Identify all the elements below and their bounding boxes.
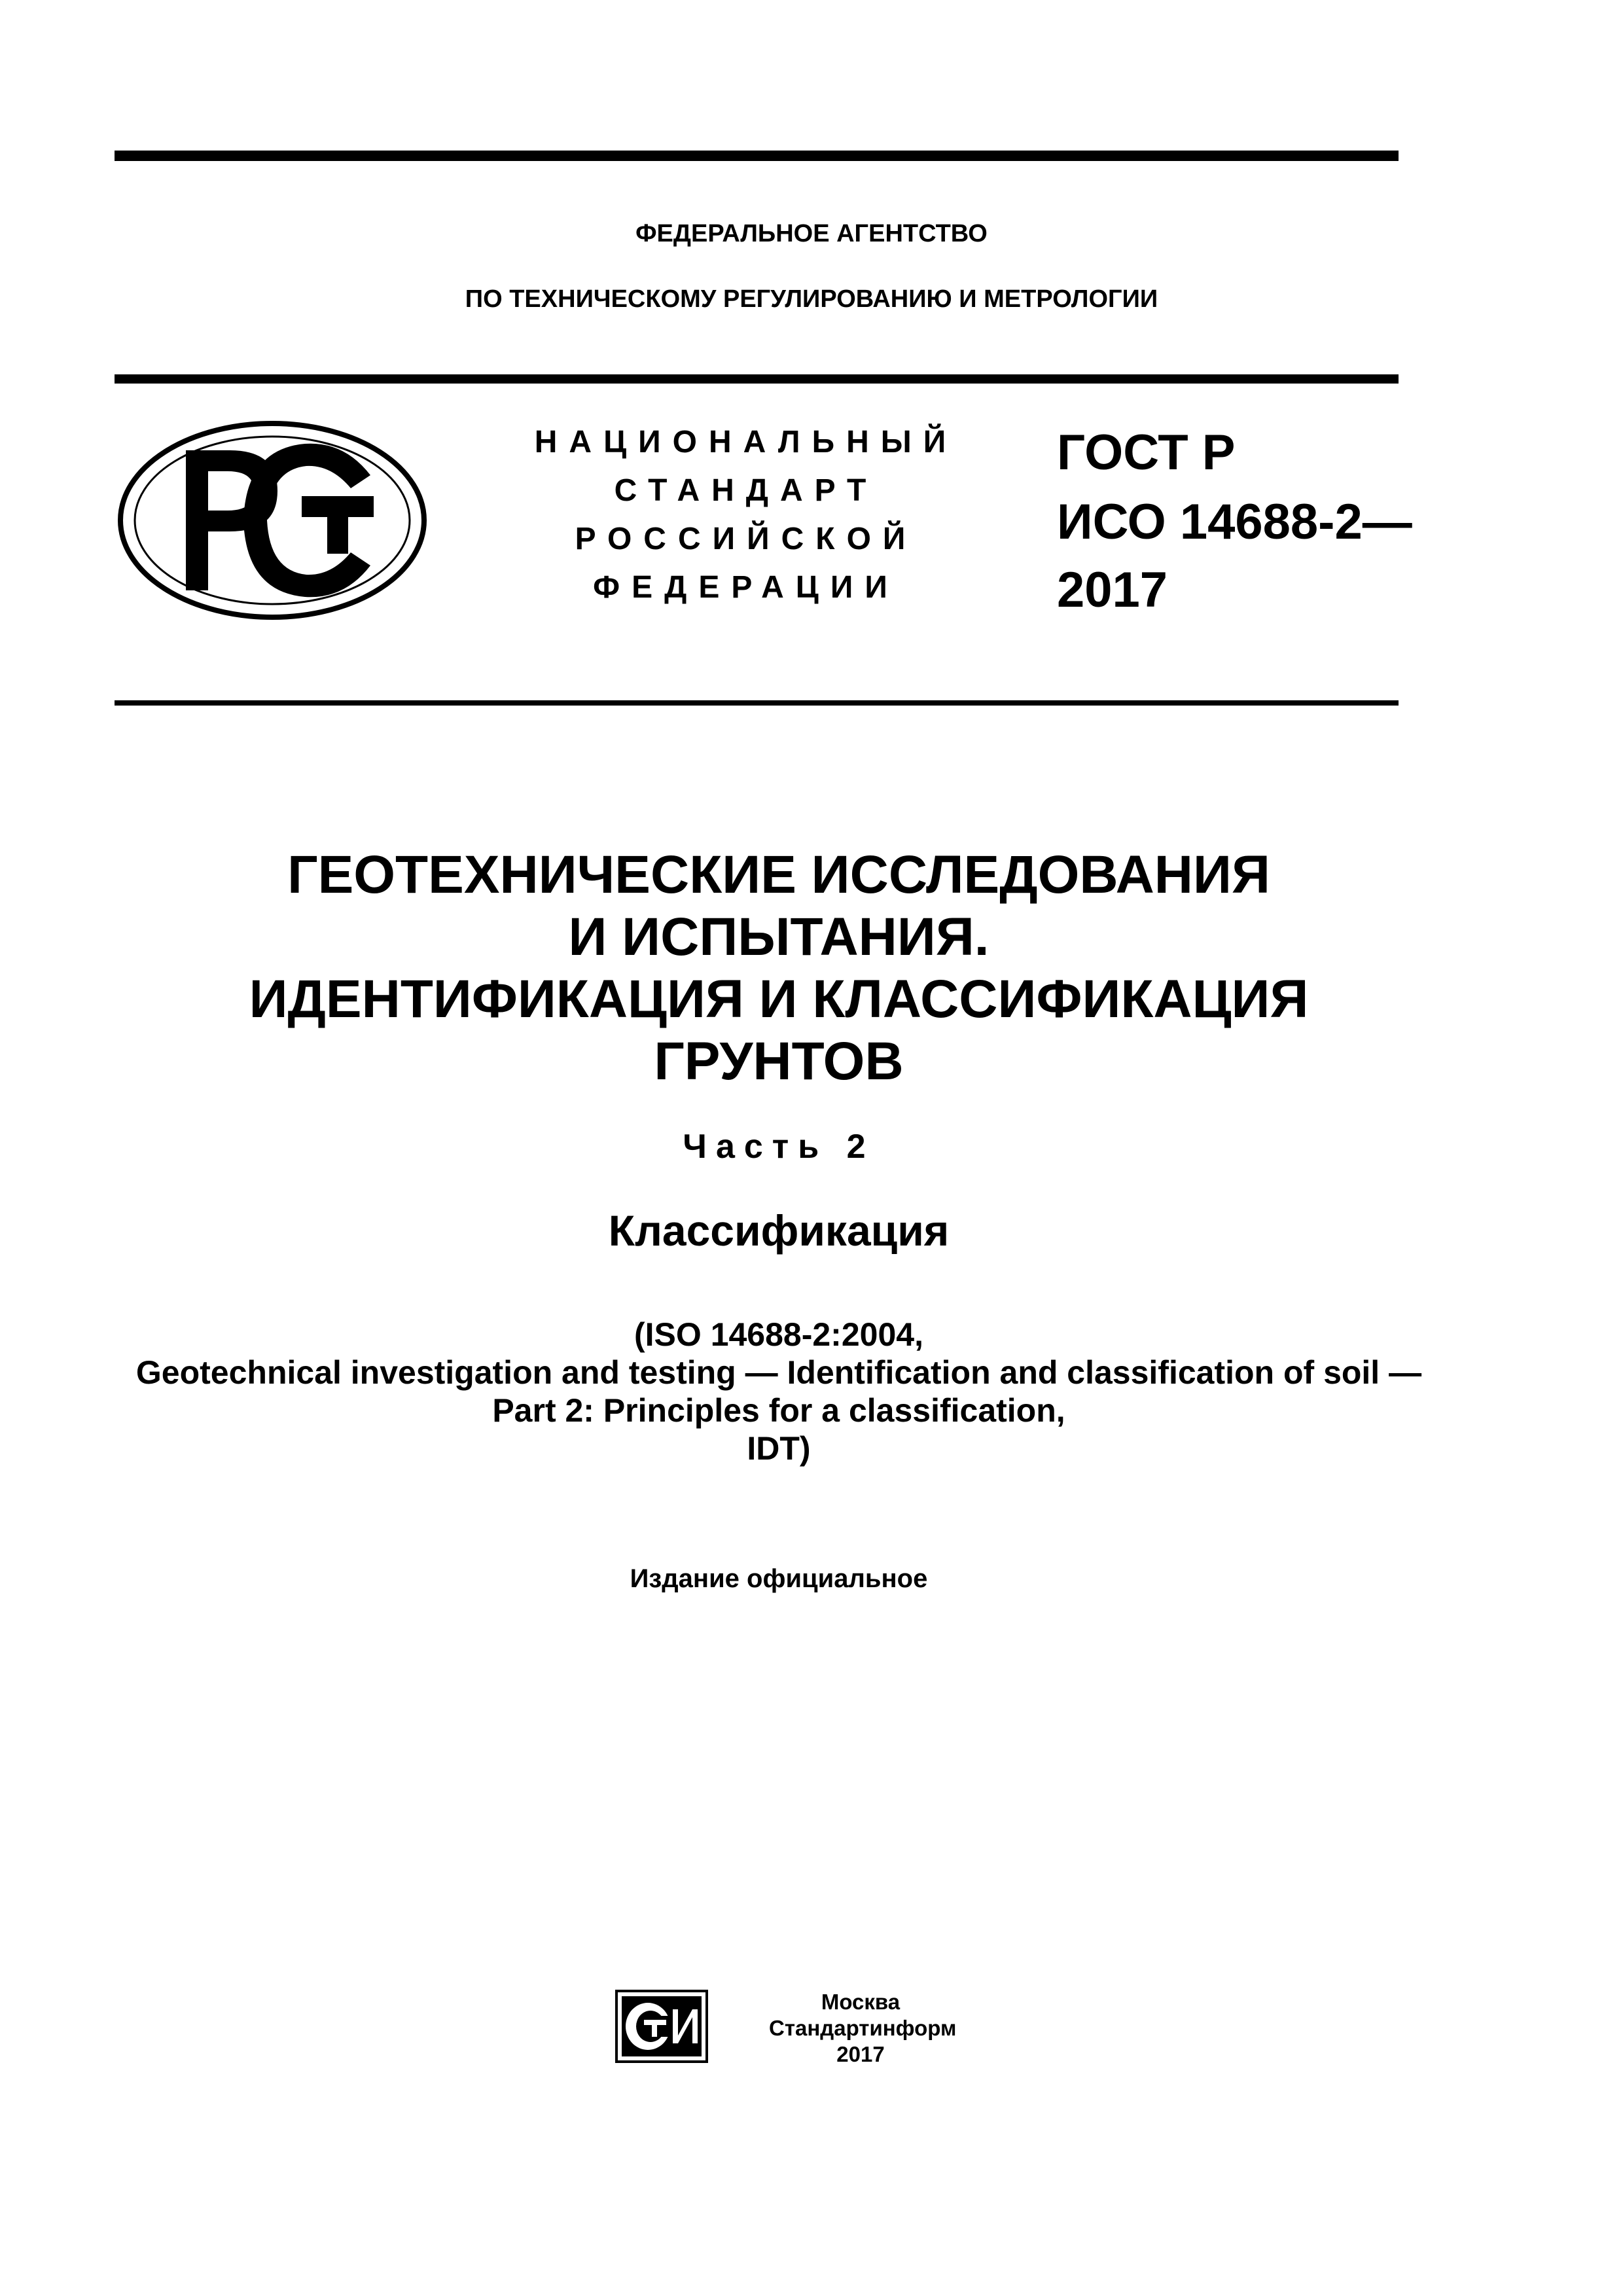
standartinform-logo-icon	[615, 1990, 708, 2063]
title-line-3: ИДЕНТИФИКАЦИЯ И КЛАССИФИКАЦИЯ	[249, 969, 1309, 1029]
standard-type-line-2: СТАНДАРТ	[614, 473, 878, 508]
designation-line-3: 2017	[1057, 562, 1168, 618]
standard-type-line-3: РОССИЙСКОЙ	[575, 522, 918, 556]
publisher-name: Стандартинформ	[769, 2016, 957, 2040]
publisher-year: 2017	[836, 2042, 885, 2066]
title-line-2: И ИСПЫТАНИЯ.	[568, 907, 990, 967]
iso-reference-line-1: (ISO 14688-2:2004,	[634, 1316, 923, 1353]
publisher-city: Москва	[821, 1990, 901, 2014]
agency-rule	[115, 374, 1399, 384]
iso-reference-line-4: IDT)	[747, 1430, 811, 1467]
agency-line-1: ФЕДЕРАЛЬНОЕ АГЕНТСТВО	[635, 220, 988, 247]
standard-type-line-4: ФЕДЕРАЦИИ	[593, 570, 899, 605]
top-rule	[115, 151, 1399, 161]
designation-line-2: ИСО 14688-2—	[1057, 494, 1412, 550]
designation-line-1: ГОСТ Р	[1057, 425, 1236, 480]
edition-label: Издание официальное	[630, 1564, 928, 1593]
title-line-1: ГЕОТЕХНИЧЕСКИЕ ИССЛЕДОВАНИЯ	[287, 845, 1270, 905]
agency-line-2: ПО ТЕХНИЧЕСКОМУ РЕГУЛИРОВАНИЮ И МЕТРОЛОГИИ	[465, 285, 1158, 313]
rst-conformity-mark-icon	[115, 419, 429, 622]
title-line-4: ГРУНТОВ	[654, 1031, 904, 1091]
standard-type-line-1: НАЦИОНАЛЬНЫЙ	[534, 425, 958, 459]
part-number: Часть 2	[683, 1128, 875, 1166]
header-rule	[115, 700, 1399, 706]
iso-reference-line-2: Geotechnical investigation and testing — Identification and classification of soil —	[135, 1354, 1422, 1391]
subtitle: Классификация	[608, 1206, 950, 1255]
iso-reference-line-3: Part 2: Principles for a classification,	[492, 1392, 1065, 1429]
